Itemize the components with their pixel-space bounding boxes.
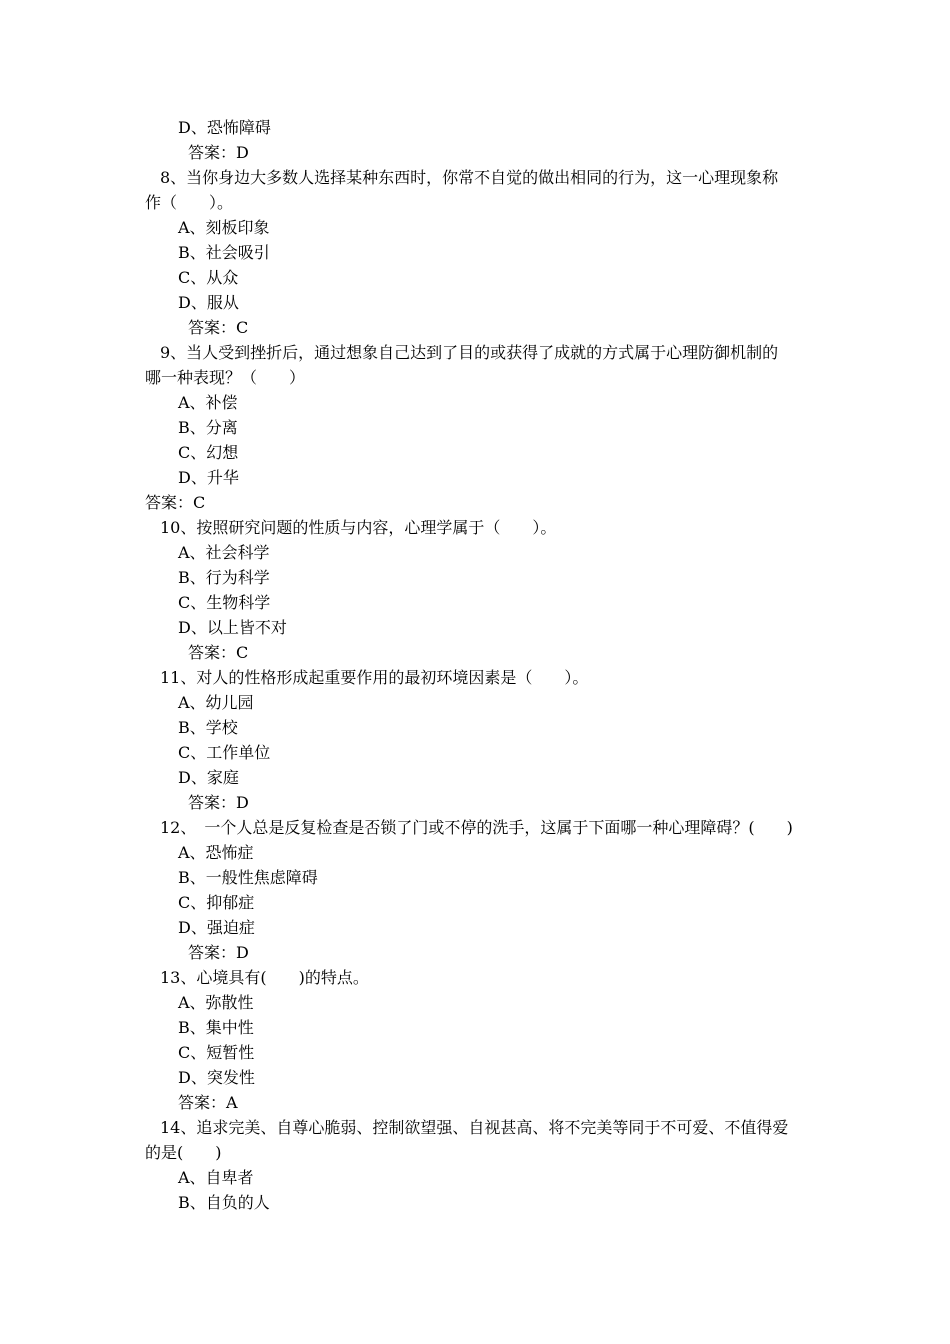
question-11-answer: 答案：D bbox=[188, 793, 249, 812]
question-9-option-a: A、补偿 bbox=[178, 393, 238, 412]
answer: 答案：D bbox=[188, 143, 249, 162]
question-9-stem: 9、当人受到挫折后，通过想象自己达到了目的或获得了成就的方式属于心理防御机制的 bbox=[160, 343, 779, 362]
question-10-answer: 答案：C bbox=[188, 643, 249, 662]
question-14-stem: 14、追求完美、自尊心脆弱、控制欲望强、自视甚高、将不完美等同于不可爱、不值得爱 bbox=[160, 1118, 789, 1137]
question-11-option-a: A、幼儿园 bbox=[178, 693, 254, 712]
question-11-option-b: B、学校 bbox=[178, 718, 238, 737]
question-13-option-c: C、短暂性 bbox=[178, 1043, 255, 1062]
question-8-option-c: C、从众 bbox=[178, 268, 239, 287]
option-d: D、恐怖障碍 bbox=[178, 118, 271, 137]
question-8-option-a: A、刻板印象 bbox=[178, 218, 270, 237]
question-10-option-c: C、生物科学 bbox=[178, 593, 271, 612]
question-11-option-c: C、工作单位 bbox=[178, 743, 271, 762]
question-14-stem-cont: 的是( ) bbox=[145, 1143, 222, 1162]
question-12-answer: 答案：D bbox=[188, 943, 249, 962]
question-11-option-d: D、家庭 bbox=[178, 768, 239, 787]
question-10-option-b: B、行为科学 bbox=[178, 568, 270, 587]
question-9-answer: 答案：C bbox=[145, 493, 206, 512]
question-9-option-b: B、分离 bbox=[178, 418, 238, 437]
question-12-stem: 12、 一个人总是反复检查是否锁了门或不停的洗手，这属于下面哪一种心理障碍？( ) bbox=[160, 818, 793, 837]
question-13-option-d: D、突发性 bbox=[178, 1068, 255, 1087]
question-10-option-a: A、社会科学 bbox=[178, 543, 270, 562]
question-8-stem: 8、当你身边大多数人选择某种东西时，你常不自觉的做出相同的行为，这一心理现象称 bbox=[160, 168, 779, 187]
question-13-option-a: A、弥散性 bbox=[178, 993, 254, 1012]
question-8-stem-cont: 作（ ）。 bbox=[145, 193, 234, 212]
question-8-option-d: D、服从 bbox=[178, 293, 239, 312]
question-11-stem: 11、对人的性格形成起重要作用的最初环境因素是（ ）。 bbox=[160, 668, 589, 687]
question-9-option-d: D、升华 bbox=[178, 468, 239, 487]
question-13-option-b: B、集中性 bbox=[178, 1018, 254, 1037]
question-13-stem: 13、心境具有( )的特点。 bbox=[160, 968, 369, 987]
question-14-option-b: B、自负的人 bbox=[178, 1193, 270, 1212]
question-14-option-a: A、自卑者 bbox=[178, 1168, 254, 1187]
question-9-option-c: C、幻想 bbox=[178, 443, 239, 462]
question-8-option-b: B、社会吸引 bbox=[178, 243, 270, 262]
question-12-option-a: A、恐怖症 bbox=[178, 843, 254, 862]
question-12-option-c: C、抑郁症 bbox=[178, 893, 255, 912]
question-9-stem-cont: 哪一种表现？（ ） bbox=[145, 368, 306, 387]
question-10-option-d: D、以上皆不对 bbox=[178, 618, 287, 637]
question-10-stem: 10、按照研究问题的性质与内容，心理学属于（ ）。 bbox=[160, 518, 557, 537]
question-12-option-d: D、强迫症 bbox=[178, 918, 255, 937]
question-12-option-b: B、一般性焦虑障碍 bbox=[178, 868, 318, 887]
question-8-answer: 答案：C bbox=[188, 318, 249, 337]
question-13-answer: 答案：A bbox=[178, 1093, 238, 1112]
